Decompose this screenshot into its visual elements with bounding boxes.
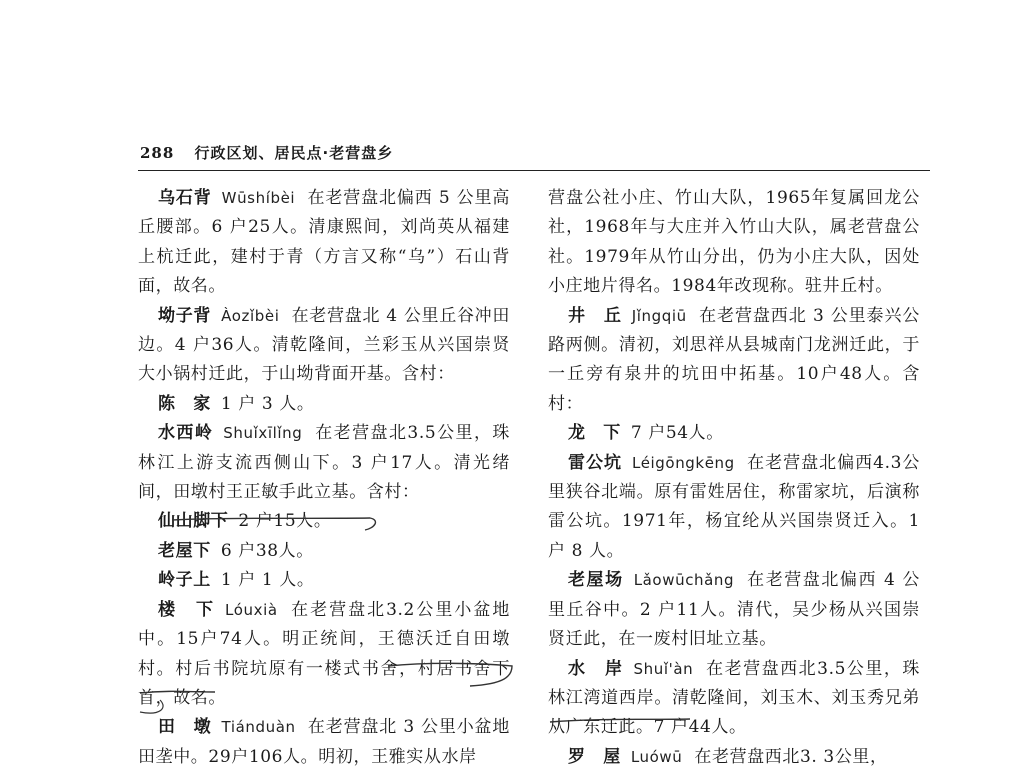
entry-text: 在老营盘北偏西 4 公里丘谷中。2 户11人。清代，吴少杨从兴国崇贤迁此，在一废村旧址立基。 — [548, 570, 920, 650]
entry-pinyin: Luówū — [630, 747, 683, 766]
gazetteer-entry — [548, 655, 920, 743]
entry-text: 6 户38人。 — [220, 540, 314, 561]
entry-name: 罗 屋 — [568, 746, 621, 767]
entry-text: 在老营盘北偏西 5 公里高丘腰部。6 户25人。清康熙间，刘尚英从福建上杭迁此，建村于青（方言又称“乌”）石山背面，故名。 — [138, 188, 510, 297]
gazetteer-entry — [138, 302, 510, 390]
right-column — [548, 184, 920, 772]
entry-name: 田 墩 — [158, 717, 212, 738]
gazetteer-entry — [138, 537, 510, 566]
entry-name: 岭子上 — [158, 570, 211, 591]
entry-pinyin: Tiánduàn — [221, 718, 296, 737]
entry-text: 在老营盘北 3 公里小盆地田垄中。29户106人。明初，王雅实从水岸 — [138, 717, 510, 767]
entry-name: 水西岭 — [158, 423, 214, 444]
entry-text: 1 户 1 人。 — [220, 570, 315, 591]
gazetteer-entry — [548, 566, 920, 654]
entry-text: 在老营盘北3.5公里，珠林江上游支流西侧山下。3 户17人。清光绪间，田墩村王正敏手此立基。含村： — [138, 423, 510, 503]
entry-name: 井 丘 — [568, 305, 622, 326]
entry-text: 在老营盘西北3.5公里，珠林江湾道西岸。清乾隆间，刘玉木、刘玉秀兄弟从广东迁此。7 户44人。 — [548, 658, 920, 738]
gazetteer-entry — [548, 449, 920, 567]
entry-pinyin: Lǎowūchǎng — [633, 571, 735, 590]
page-number: 288 — [140, 144, 175, 162]
gazetteer-entry — [138, 713, 510, 772]
gazetteer-entry — [138, 390, 510, 419]
entry-text: 在老营盘北偏西4.3公里狭谷北端。原有雷姓居住，称雷家坑，后演称雷公坑。1971年，杨宜纶从兴国崇贤迁入。1 户 8 人。 — [548, 452, 920, 561]
entry-name: 龙 下 — [568, 423, 621, 444]
entry-name: 水 岸 — [568, 658, 624, 679]
page-header — [140, 142, 930, 163]
entry-name: 陈 家 — [158, 393, 211, 414]
entry-text: 在老营盘北3.2公里小盆地中。15户74人。明正统间，王德沃迁自田墩村。村后书院坑原有一楼式书舍，村居书舍下首，故名。 — [138, 599, 510, 708]
entry-text: 在老营盘西北 3 公里泰兴公路两侧。清初，刘思祥从县城南门龙洲迁此，于一丘旁有泉井的坑田中拓基。10户48人。含村： — [548, 305, 920, 414]
entry-name: 老屋场 — [568, 570, 624, 591]
section-title: 行政区划、居民点·老营盘乡 — [194, 144, 394, 162]
entry-name: 老屋下 — [158, 540, 211, 561]
entry-text: 1 户 3 人。 — [220, 393, 315, 414]
entry-pinyin: Lóuxià — [225, 600, 278, 619]
gazetteer-entry — [138, 507, 510, 536]
entry-name: 楼 下 — [158, 599, 216, 620]
entry-pinyin: Wūshíbèi — [221, 189, 296, 207]
gazetteer-entry — [548, 419, 920, 448]
gazetteer-entry — [138, 566, 510, 595]
entry-text: 2 户15人。 — [238, 511, 332, 532]
entry-pinyin: Jǐngqiū — [631, 306, 687, 325]
entry-text: 在老营盘西北3. 3公里， — [694, 746, 888, 767]
entry-name: 仙山脚下 — [158, 511, 229, 532]
left-column — [138, 184, 510, 772]
entry-pinyin: Shuǐ'àn — [633, 659, 694, 678]
gazetteer-entry — [138, 596, 510, 714]
gazetteer-entry — [548, 302, 920, 420]
entry-pinyin: Léigōngkēng — [632, 453, 735, 472]
gazetteer-entry — [548, 184, 920, 302]
entry-name: 雷公坑 — [568, 452, 622, 473]
entry-pinyin: Shuǐxīlǐng — [223, 424, 303, 443]
gazetteer-entry — [138, 419, 510, 507]
entry-text: 在老营盘北 4 公里丘谷冲田边。4 户36人。清乾隆间，兰彩玉从兴国崇贤大小锅村迁此，于山坳背面开基。含村： — [138, 305, 510, 385]
entry-text: 营盘公社小庄、竹山大队，1965年复属回龙公社，1968年与大庄并入竹山大队，属老营盘公社。1979年从竹山分出，仍为小庄大队，因处小庄地片得名。1984年改现称。驻井丘村。 — [548, 188, 920, 297]
entry-pinyin: Àozǐbèi — [221, 306, 280, 325]
entry-text: 7 户54人。 — [630, 423, 724, 444]
entry-name: 乌石背 — [158, 188, 212, 208]
gazetteer-entry — [138, 184, 510, 302]
header-rule — [138, 170, 930, 171]
entry-name: 坳子背 — [158, 305, 212, 326]
